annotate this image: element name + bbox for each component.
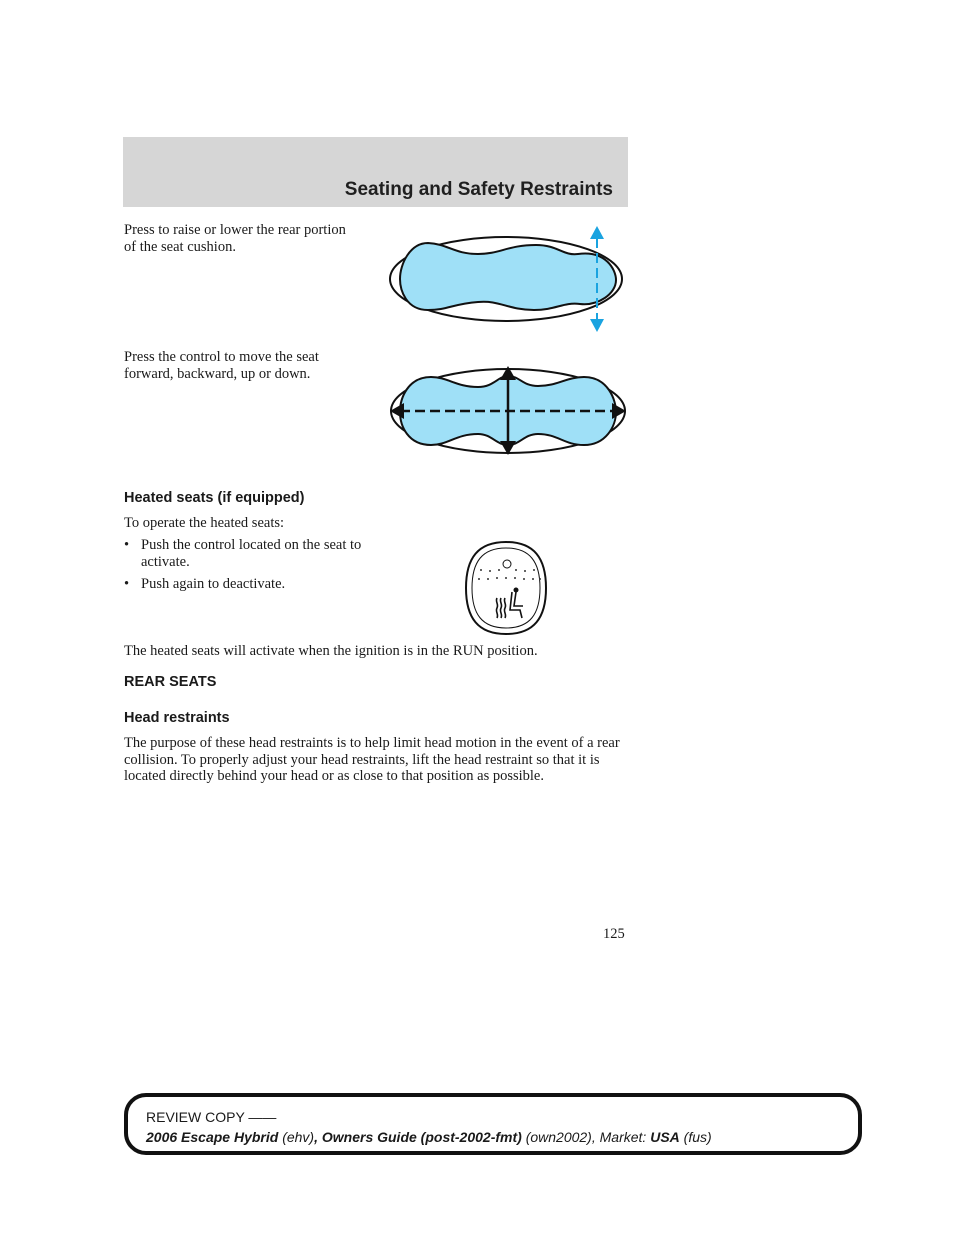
review-copy-label: REVIEW COPY ——	[146, 1109, 277, 1125]
move-seat-text: Press the control to move the seat forward, backward, up or down.	[124, 349, 319, 382]
list-item: • Push the control located on the seat to activate.	[124, 537, 362, 570]
rear-seats-heading: REAR SEATS	[124, 674, 217, 690]
list-item: • Push again to deactivate.	[124, 576, 286, 592]
heated-seats-heading: Heated seats (if equipped)	[124, 490, 305, 506]
section-title: Seating and Safety Restraints	[344, 179, 613, 200]
seat-move-control-diagram	[386, 362, 630, 458]
rear-cushion-control-diagram	[388, 224, 628, 334]
review-copy-footer	[124, 1093, 862, 1155]
head-restraints-heading: Head restraints	[124, 710, 230, 726]
run-position-text: The heated seats will activate when the ignition is in the RUN position.	[124, 643, 538, 659]
head-restraints-text: The purpose of these head restraints is to help limit head motion in the event of a rear collision. To properly adjust your head restraints, lift the head restraint so that it is located directly behind your head or as close to that position as possible.	[124, 735, 620, 784]
operate-text: To operate the heated seats:	[124, 515, 285, 531]
footer-document-info: 2006 Escape Hybrid (ehv), Owners Guide (post-2002-fmt) (own2002), Market: USA (fus)	[146, 1129, 712, 1145]
section-header	[123, 137, 628, 207]
rear-cushion-text: Press to raise or lower the rear portion of the seat cushion.	[124, 222, 346, 255]
page-number: 125	[603, 926, 625, 942]
heated-seat-button-icon	[464, 540, 548, 636]
